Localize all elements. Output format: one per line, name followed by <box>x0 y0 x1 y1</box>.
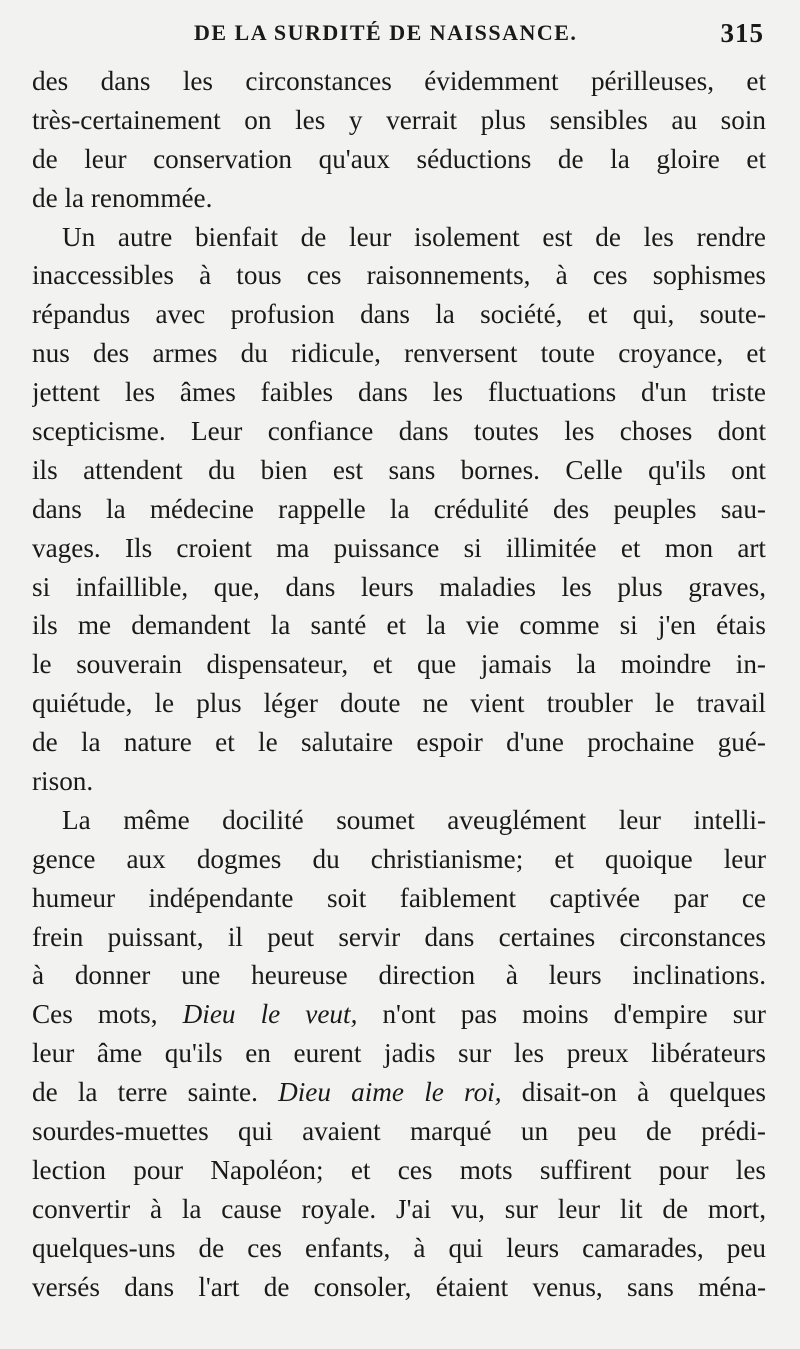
text-line: le souverain dispensateur, et que jamais la moindre in- <box>32 649 766 680</box>
text-line: de la renommée. <box>32 182 213 213</box>
text-line: répandus avec profusion dans la société, et qui, soute- <box>32 299 766 330</box>
text-line: sourdes-muettes qui avaient marqué un peu de prédi- <box>32 1116 766 1147</box>
text-line: de la nature et le salutaire espoir d'une prochaine gué- <box>32 727 766 758</box>
text-line: scepticisme. Leur confiance dans toutes les choses dont <box>32 416 766 447</box>
text-line: jettent les âmes faibles dans les fluctuations d'un triste <box>32 377 766 408</box>
text-line: lection pour Napoléon; et ces mots suffirent pour les <box>32 1154 766 1185</box>
text-line: rison. <box>32 766 94 797</box>
text-line: Un autre bienfait de leur isolement est de les rendre <box>62 221 766 252</box>
text-line: nus des armes du ridicule, renversent toute croyance, et <box>32 338 766 369</box>
text-line: versés dans l'art de consoler, étaient venus, sans ména- <box>32 1271 766 1302</box>
text-line: de leur conservation qu'aux séductions de la gloire et <box>32 143 766 174</box>
text-line: inaccessibles à tous ces raisonnements, à ces sophismes <box>32 260 766 291</box>
text-line: gence aux dogmes du christianisme; et quoique leur <box>32 843 766 874</box>
text-line: humeur indépendante soit faiblement captivée par ce <box>32 882 766 913</box>
text-line: si infaillible, que, dans leurs maladies les plus graves, <box>32 571 766 602</box>
text-line: de la terre sainte. Dieu aime le roi, disait-on à quelques <box>32 1077 766 1108</box>
running-title: DE LA SURDITÉ DE NAISSANCE. <box>194 20 578 45</box>
text-line: vages. Ils croient ma puissance si illimitée et mon art <box>32 532 766 563</box>
text-line: quiétude, le plus léger doute ne vient troubler le travail <box>32 688 766 719</box>
text-line: frein puissant, il peut servir dans certaines circonstances <box>32 921 766 952</box>
text-line: ils attendent du bien est sans bornes. Celle qu'ils ont <box>32 454 766 485</box>
text-line: à donner une heureuse direction à leurs inclinations. <box>32 960 766 991</box>
text-line: ils me demandent la santé et la vie comme si j'en étais <box>32 610 766 641</box>
text-line: Ces mots, Dieu le veut, n'ont pas moins d'empire sur <box>32 999 766 1030</box>
text-line: des dans les circonstances évidemment périlleuses, et <box>32 66 766 96</box>
text-line: dans la médecine rappelle la crédulité des peuples sau- <box>32 493 766 524</box>
text-line: très-certainement on les y verrait plus sensibles au soin <box>32 104 766 135</box>
running-head <box>32 18 766 54</box>
text-line: La même docilité soumet aveuglément leur intelli- <box>62 804 766 835</box>
page-number: 315 <box>720 18 764 48</box>
text-line: quelques-uns de ces enfants, à qui leurs camarades, peu <box>32 1232 766 1263</box>
text-line: leur âme qu'ils en eurent jadis sur les preux libérateurs <box>32 1038 766 1069</box>
body-text <box>32 62 766 1307</box>
text-line: convertir à la cause royale. J'ai vu, sur leur lit de mort, <box>32 1193 766 1224</box>
